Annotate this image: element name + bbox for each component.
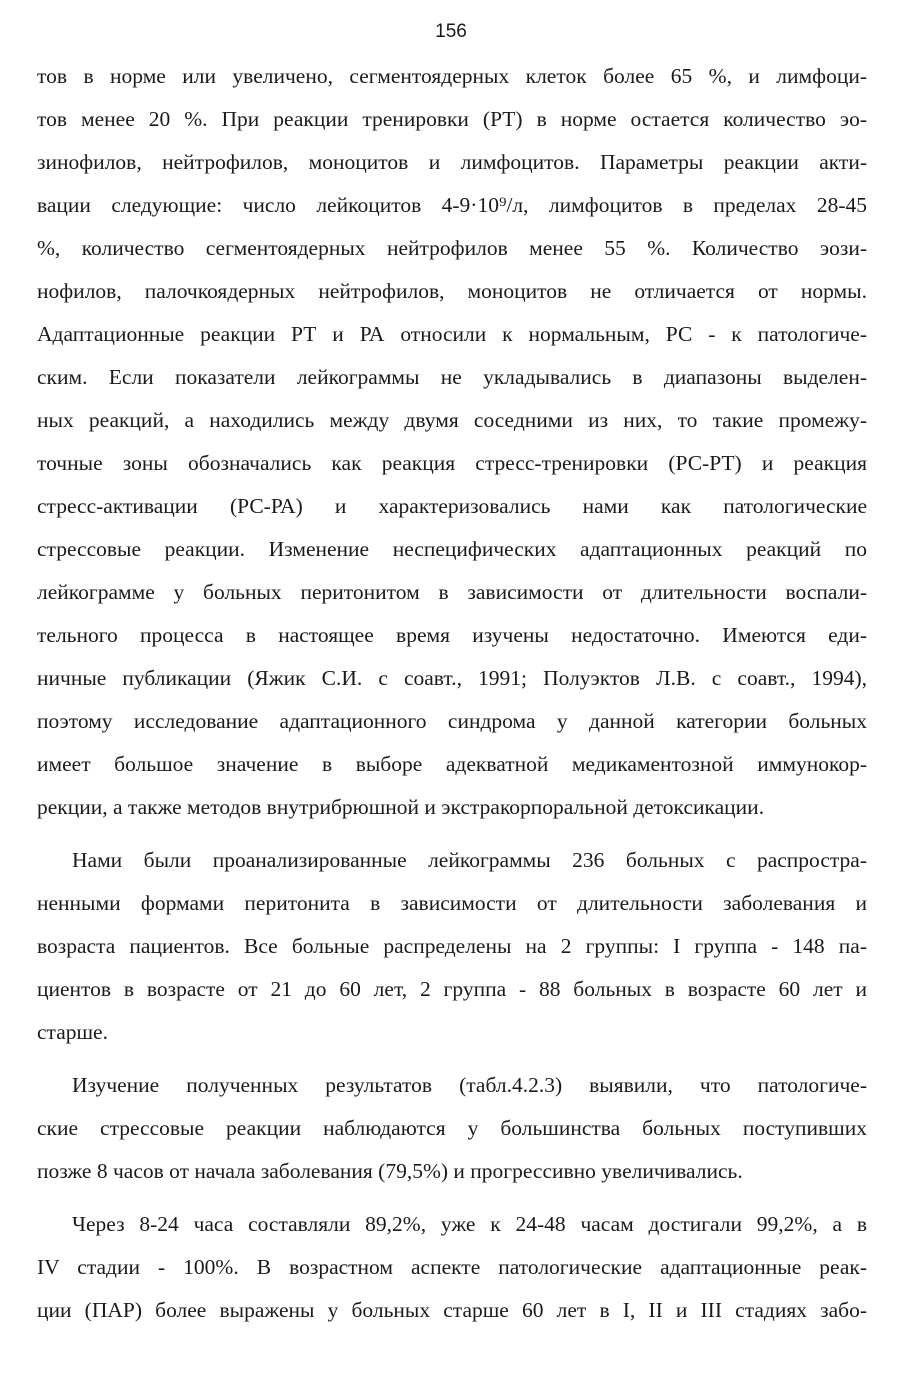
text-line: IV стадии - 100%. В возрастном аспекте патологические адаптационные реак-: [37, 1255, 867, 1279]
paragraph-1: [37, 55, 867, 829]
text-line: старше.: [37, 1020, 108, 1044]
text-line: ским. Если показатели лейкограммы не укладывались в диапазоны выделен-: [37, 365, 867, 389]
text-line: Адаптационные реакции РТ и РА относили к нормальным, РС - к патологиче-: [37, 322, 867, 346]
text-line: стрессовые реакции. Изменение неспецифических адаптационных реакций по: [37, 537, 867, 561]
text-line: тельного процесса в настоящее время изучены недостаточно. Имеются еди-: [37, 623, 867, 647]
page-number: 156: [435, 21, 467, 42]
paragraph-3: [37, 1064, 867, 1193]
text-line: ские стрессовые реакции наблюдаются у большинства больных поступивших: [37, 1116, 867, 1140]
text-line: тов менее 20 %. При реакции тренировки (РТ) в норме остается количество эо-: [37, 107, 867, 131]
text-line: нофилов, палочкоядерных нейтрофилов, моноцитов не отличается от нормы.: [37, 279, 867, 303]
text-line: Нами были проанализированные лейкограммы 236 больных с распростра-: [72, 848, 867, 872]
body-text: [37, 55, 867, 1332]
text-line: рекции, а также методов внутрибрюшной и экстракорпоральной детоксикации.: [37, 795, 765, 819]
text-line: имеет большое значение в выборе адекватной медикаментозной иммунокор-: [37, 752, 867, 776]
text-line: тов в норме или увеличено, сегментоядерных клеток более 65 %, и лимфоци-: [37, 64, 867, 88]
text-line: %, количество сегментоядерных нейтрофилов менее 55 %. Количество эози-: [37, 236, 867, 260]
text-line: ненными формами перитонита в зависимости от длительности заболевания и: [37, 891, 867, 915]
text-line: стресс-активации (РС-РА) и характеризовались нами как патологические: [37, 494, 867, 518]
text-line: ции (ПАР) более выражены у больных старше 60 лет в I, II и III стадиях забо-: [37, 1298, 867, 1322]
text-line: поэтому исследование адаптационного синдрома у данной категории больных: [37, 709, 867, 733]
text-line: зинофилов, нейтрофилов, моноцитов и лимфоцитов. Параметры реакции акти-: [37, 150, 867, 174]
text-line: позже 8 часов от начала заболевания (79,5%) и прогрессивно увеличивались.: [37, 1159, 743, 1183]
text-line: возраста пациентов. Все больные распределены на 2 группы: I группа - 148 па-: [37, 934, 867, 958]
text-line: точные зоны обозначались как реакция стресс-тренировки (РС-РТ) и реакция: [37, 451, 867, 475]
paragraph-2: [37, 839, 867, 1054]
text-line: циентов в возрасте от 21 до 60 лет, 2 группа - 88 больных в возрасте 60 лет и: [37, 977, 867, 1001]
text-line: ничные публикации (Яжик С.И. с соавт., 1991; Полуэктов Л.В. с соавт., 1994),: [37, 666, 867, 690]
text-line: вации следующие: число лейкоцитов 4-9·10⁹/л, лимфоцитов в пределах 28-45: [37, 193, 867, 217]
paragraph-4: [37, 1203, 867, 1332]
text-line: Через 8-24 часа составляли 89,2%, уже к 24-48 часам достигали 99,2%, а в: [72, 1212, 867, 1236]
text-line: ных реакций, а находились между двумя соседними из них, то такие промежу-: [37, 408, 867, 432]
text-line: Изучение полученных результатов (табл.4.2.3) выявили, что патологиче-: [72, 1073, 867, 1097]
text-line: лейкограмме у больных перитонитом в зависимости от длительности воспали-: [37, 580, 867, 604]
